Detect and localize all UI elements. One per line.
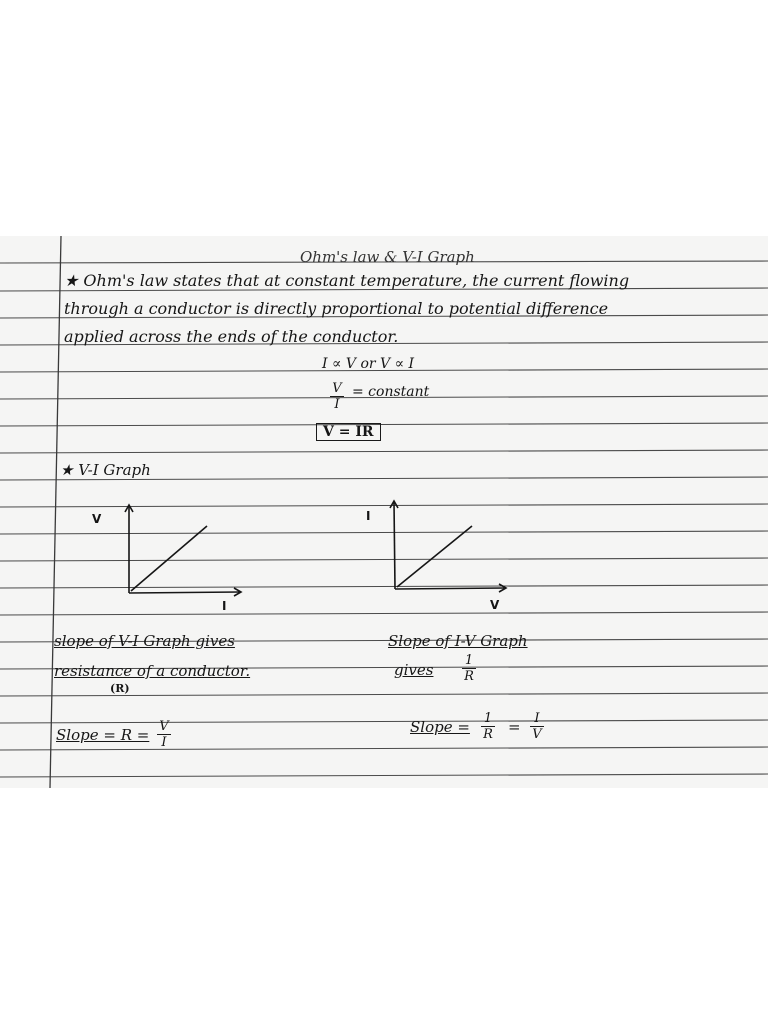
right-formula-fraction-2 — [530, 712, 544, 741]
right-formula-f2-numerator: I — [534, 711, 540, 726]
left-note-line-2: resistance of a conductor. — [54, 662, 251, 680]
right-note-fraction — [462, 654, 476, 683]
proportionality-relation: I ∝ V or V ∝ I — [322, 356, 415, 372]
right-formula-f2-denominator: V — [532, 727, 542, 743]
left-formula-numerator: V — [159, 719, 169, 734]
right-note-denominator: R — [464, 669, 474, 685]
right-note-line-2: gives — [394, 661, 434, 679]
left-note-r: (R) — [110, 682, 130, 695]
right-note-numerator: 1 — [464, 653, 474, 668]
graph-heading: ★ V-I Graph — [60, 461, 151, 479]
graph2-y-label: I — [366, 509, 371, 523]
right-formula-fraction-1 — [481, 712, 495, 741]
i-v-x-axis — [395, 588, 505, 589]
graph1-y-label: V — [92, 512, 102, 526]
graph2-x-label: V — [490, 598, 500, 612]
left-formula-denominator: I — [161, 735, 167, 751]
left-formula-fraction — [157, 720, 171, 749]
right-formula-f1-numerator: 1 — [483, 711, 493, 726]
v-i-line — [131, 526, 207, 591]
graphs-layer — [0, 236, 768, 788]
ratio-denominator: I — [334, 397, 340, 413]
v-i-x-axis — [129, 592, 240, 593]
i-v-y-axis — [394, 502, 395, 589]
right-formula-prefix: Slope = — [410, 718, 470, 736]
right-note-line-1: Slope of I-V Graph — [388, 632, 528, 650]
i-v-graph — [390, 501, 506, 592]
statement-line-1: ★ Ohm's law states that at constant temperature, the current flowing — [64, 271, 630, 290]
page-title: Ohm's law & V-I Graph — [300, 248, 475, 266]
i-v-line — [397, 526, 472, 587]
left-formula-prefix: Slope = R = — [56, 726, 150, 744]
v-i-graph — [125, 505, 241, 596]
right-formula-equals: = — [508, 718, 521, 736]
ohms-law-boxed-formula: V = IR — [316, 423, 381, 441]
ratio-numerator: V — [332, 381, 342, 396]
ratio-rhs: = constant — [352, 384, 430, 400]
notebook-page — [0, 236, 768, 788]
left-note-line-1: slope of V-I Graph gives — [54, 632, 235, 650]
graph1-x-label: I — [222, 599, 227, 613]
statement-line-2: through a conductor is directly proportional to potential difference — [64, 299, 609, 318]
right-formula-f1-denominator: R — [483, 727, 493, 743]
statement-line-3: applied across the ends of the conductor. — [64, 327, 399, 346]
